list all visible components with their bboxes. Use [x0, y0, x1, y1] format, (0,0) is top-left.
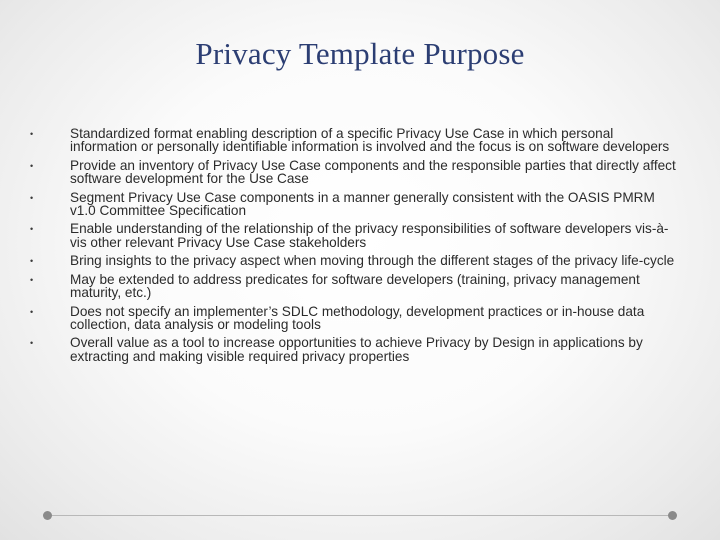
bullet-dot-icon: •	[30, 338, 34, 349]
right-ornament-dot-icon	[668, 511, 677, 520]
bullet-list	[30, 126, 682, 368]
bullet-text: Segment Privacy Use Case components in a manner generally consistent with the OASIS PMRM v1.0 Committee Specification	[70, 189, 655, 218]
bullet-item	[30, 271, 682, 300]
bullet-text: Does not specify an implementer’s SDLC methodology, development practices or in-house data collection, data analysis or modeling tools	[70, 303, 645, 332]
bullet-item	[30, 253, 682, 269]
bullet-text: Standardized format enabling description of a specific Privacy Use Case in which personal information or personally identifiable information is involved and the focus is on software developers	[70, 126, 670, 155]
bullet-text: Bring insights to the privacy aspect when moving through the different stages of the privacy life-cycle	[70, 253, 675, 269]
footer-divider	[52, 515, 668, 516]
bullet-text: Overall value as a tool to increase opportunities to achieve Privacy by Design in applications by extracting and making visible required privacy properties	[70, 335, 643, 364]
bullet-dot-icon: •	[30, 129, 34, 139]
bullet-dot-icon: •	[30, 192, 34, 203]
bullet-text: Provide an inventory of Privacy Use Case components and the responsible parties that directly affect software development for the Use Case	[70, 157, 676, 186]
slide-title: Privacy Template Purpose	[195, 36, 525, 71]
bullet-dot-icon: •	[30, 306, 34, 317]
bullet-dot-icon: •	[30, 160, 34, 171]
bullet-dot-icon: •	[30, 224, 34, 235]
left-ornament-dot-icon	[43, 511, 52, 520]
bullet-item	[30, 335, 682, 364]
bullet-dot-icon: •	[30, 256, 34, 267]
bullet-item	[30, 126, 682, 155]
bullet-text: May be extended to address predicates for software developers (training, privacy management maturity, etc.)	[70, 271, 640, 300]
bullet-item	[30, 189, 682, 218]
bullet-text: Enable understanding of the relationship of the privacy responsibilities of software developers vis-à-vis other relevant Privacy Use Case stakeholders	[70, 221, 669, 250]
bullet-dot-icon: •	[30, 274, 34, 285]
bullet-item	[30, 157, 682, 186]
bullet-item	[30, 303, 682, 332]
bullet-item	[30, 221, 682, 250]
